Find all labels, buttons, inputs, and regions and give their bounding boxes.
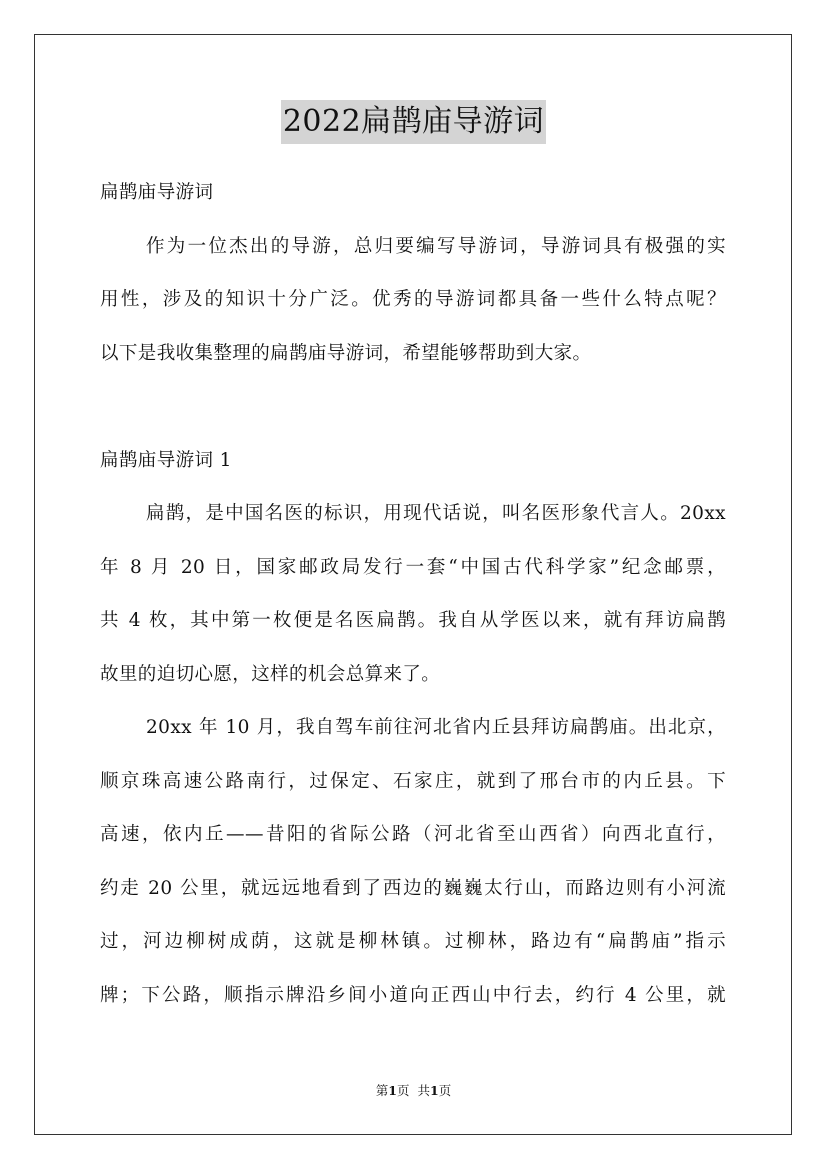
document-title: 2022扁鹊庙导游词 <box>281 100 546 144</box>
text-line: 20xx 年 10 月，我自驾车前往河北省内丘县拜访扁鹊庙。出北京， <box>146 717 726 738</box>
title-container <box>0 100 827 144</box>
text-line: 共 4 枚，其中第一枚便是名医扁鹊。我自从学医以来，就有拜访扁鹊 <box>100 610 726 631</box>
blank-line <box>100 380 726 434</box>
text-line: 作为一位杰出的导游，总归要编写导游词，导游词具有极强的实 <box>146 235 726 257</box>
document-body <box>100 166 726 1022</box>
text-line: 约走 20 公里，就远远地看到了西边的巍巍太行山，而路边则有小河流 <box>100 877 726 899</box>
footer-page-prefix: 第 <box>375 1083 389 1098</box>
text-line: 年 8 月 20 日，国家邮政局发行一套“中国古代科学家”纪念邮票， <box>100 556 726 578</box>
footer-total-number: 1 <box>429 1083 439 1098</box>
section-heading: 扁鹊庙导游词 1 <box>100 449 232 471</box>
text-line: 牌；下公路，顺指示牌沿乡间小道向正西山中行去，约行 4 公里，就 <box>100 984 726 1006</box>
text-line: 扁鹊，是中国名医的标识，用现代话说，叫名医形象代言人。20xx <box>146 503 726 524</box>
text-line: 用性，涉及的知识十分广泛。优秀的导游词都具备一些什么特点呢？ <box>100 289 726 310</box>
text-line: 顺京珠高速公路南行，过保定、石家庄，就到了邢台市的内丘县。下 <box>100 770 726 792</box>
footer-total-suffix: 页 <box>438 1083 452 1098</box>
section-heading: 扁鹊庙导游词 <box>100 182 214 203</box>
text-line: 故里的迫切心愿，这样的机会总算来了。 <box>100 663 441 685</box>
text-line: 过，河边柳树成荫，这就是柳林镇。过柳林，路边有“扁鹊庙”指示 <box>100 931 726 952</box>
footer-page-number: 1 <box>388 1083 397 1098</box>
footer-page-suffix: 页 <box>397 1083 410 1098</box>
footer-total-prefix: 共 <box>417 1083 430 1098</box>
text-line: 高速，依内丘——昔阳的省际公路（河北省至山西省）向西北直行， <box>100 824 726 845</box>
text-line: 以下是我收集整理的扁鹊庙导游词，希望能够帮助到大家。 <box>100 342 592 364</box>
page-footer <box>0 1082 827 1100</box>
